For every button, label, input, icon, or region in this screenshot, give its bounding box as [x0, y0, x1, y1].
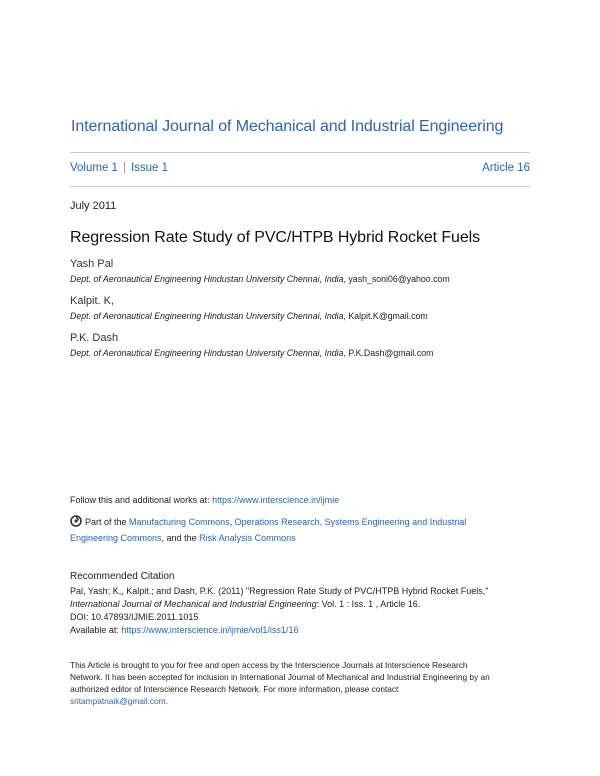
publication-date: July 2011 — [70, 200, 117, 212]
author-name: P.K. Dash — [70, 332, 119, 344]
breadcrumb-separator: | — [122, 162, 126, 174]
author-affiliation: Dept. of Aeronautical Engineering Hindustan University Chennai, India, Kalpit.K@gmail.com — [70, 311, 428, 321]
issue-link[interactable]: Issue 1 — [130, 162, 169, 174]
recommended-citation-heading: Recommended Citation — [70, 571, 175, 582]
article-title: Regression Rate Study of PVC/HTPB Hybrid Rocket Fuels — [70, 229, 480, 246]
commons-line-2: Engineering Commons, and the Risk Analysis Commons — [70, 533, 296, 543]
author-affiliation: Dept. of Aeronautical Engineering Hindustan University Chennai, India, P.K.Dash@gmail.com — [70, 348, 434, 358]
repository-link[interactable]: https://www.interscience.in/ijmie — [212, 495, 340, 505]
author-name: Kalpit. K, — [70, 295, 115, 307]
operations-research-commons-link-cont[interactable]: Engineering Commons — [70, 533, 162, 543]
citation-available-at: Available at: https://www.interscience.in/ijmie/vol1/iss1/16 — [70, 625, 299, 635]
header-divider-bottom — [70, 186, 530, 187]
citation-doi: DOI: 10.47893/IJMIE.2011.1015 — [70, 612, 199, 622]
risk-analysis-commons-link[interactable]: Risk Analysis Commons — [199, 533, 296, 543]
footer-line-1: This Article is brought to you for free and open access by the Interscience Journals at Interscience Research — [70, 660, 468, 670]
manufacturing-commons-link[interactable]: Manufacturing Commons — [129, 517, 230, 527]
author-affiliation: Dept. of Aeronautical Engineering Hindustan University Chennai, India, yash_soni06@yahoo.com — [70, 274, 450, 284]
issue-breadcrumb — [70, 162, 168, 174]
follow-line: Follow this and additional works at: https://www.interscience.in/ijmie — [70, 495, 340, 505]
footer-line-2: Network. It has been accepted for inclusion in International Journal of Mechanical and Industrial Engineering by an — [70, 672, 490, 682]
article-url-link[interactable]: https://www.interscience.in/ijmie/vol1/iss1/16 — [121, 625, 299, 635]
citation-line-2: International Journal of Mechanical and Industrial Engineering: Vol. 1 : Iss. 1 , Article 16. — [70, 599, 421, 609]
footer-line-4: sritampatnaik@gmail.com. — [70, 696, 168, 706]
article-number-link[interactable]: Article 16 — [482, 162, 530, 174]
journal-title[interactable]: International Journal of Mechanical and Industrial Engineering — [71, 118, 504, 135]
citation-line-1: Pal, Yash; K,, Kalpit.; and Dash, P.K. (2011) "Regression Rate Study of PVC/HTPB Hybrid Rocket Fuels," — [70, 586, 489, 596]
footer-line-3: authorized editor of Interscience Research Network. For more information, please contact — [70, 684, 399, 694]
volume-link[interactable]: Volume 1 — [70, 162, 118, 174]
operations-research-commons-link[interactable]: Operations Research, Systems Engineering and Industrial — [234, 517, 467, 527]
author-name: Yash Pal — [70, 258, 114, 270]
header-divider-top — [70, 152, 530, 153]
commons-line-1: Part of the Manufacturing Commons, Operations Research, Systems Engineering and Industrial — [70, 515, 466, 527]
contact-email-link[interactable]: sritampatnaik@gmail.com — [70, 696, 166, 706]
commons-network-icon — [70, 515, 82, 527]
